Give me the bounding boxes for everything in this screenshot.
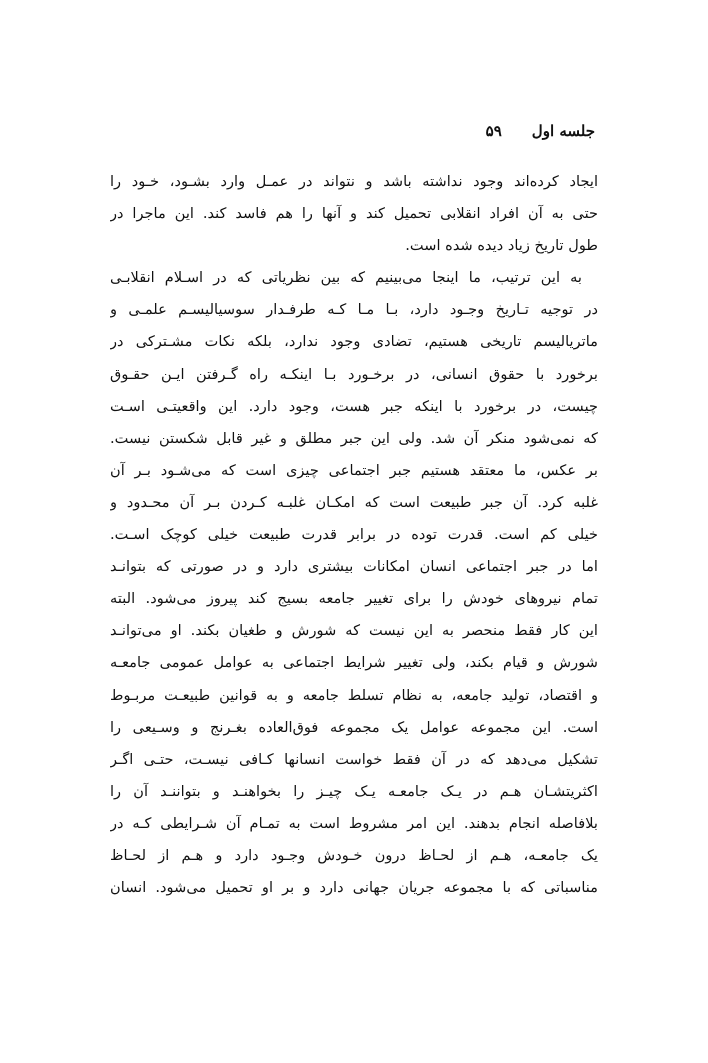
text-line: است. این مجموعه عوامل یک مجموعه فوق‌العاده بغـرنج و وسـیعی را: [110, 718, 598, 736]
text-line: بر عکس، ما معتقد هستیم جبر اجتماعی چیزی است که می‌شـود بـر آن: [110, 461, 598, 479]
text-line: تمام نیروهای خودش را برای تغییر جامعه بسیج کند پیروز می‌شود. البته: [110, 590, 598, 608]
text-line: اما در جبر اجتماعی انسان امکانات بیشتری دارد و در صورتی که بتوانـد: [110, 558, 598, 576]
body-text: [110, 166, 598, 904]
text-line: چیست، در برخورد با اینکه جبر هست، وجود دارد. این واقعیتـی اسـت: [110, 397, 598, 415]
text-line: تشکیل می‌دهد که در آن فقط خواست انسانها کـافی نیسـت، حتـی اگـر: [110, 750, 598, 768]
text-line: شورش و قیام بکند، ولی تغییر شرایط اجتماعی به عوامل عمومی جامعـه: [110, 654, 598, 672]
text-line: این کار فقط منحصر به این نیست که شورش و طغیان بکند. او می‌توانـد: [110, 622, 598, 640]
text-line: ماتریالیسم تاریخی هستیم، تضادی وجود ندارد، بلکه نکات مشـترکی در: [110, 333, 598, 351]
running-header: [486, 122, 595, 140]
text-line: بلافاصله انجام بدهند. این امر مشروط است به تمـام آن شـرایطی کـه در: [110, 814, 598, 832]
text-line: در توجیه تـاریخ وجـود دارد، بـا مـا کـه طرفـدار سوسیالیسـم علمـی و: [110, 301, 598, 319]
page-number: ۵۹: [485, 122, 502, 140]
text-line: مناسباتی که با مجموعه جریان جهانی دارد و بر او تحمیل می‌شود. انسان: [110, 879, 598, 897]
text-line: خیلی کم است. قدرت توده در برابر قدرت طبیعت خیلی کوچک اسـت.: [110, 526, 598, 544]
text-line: برخورد با حقوق انسانی، در برخـورد بـا اینکـه راه گـرفتن ایـن حقـوق: [110, 365, 598, 383]
text-line: که نمی‌شود منکر آن شد. ولی این جبر مطلق و غیر قابل شکستن نیست.: [110, 429, 598, 447]
text-line: غلبه کرد. آن جبر طبیعت است که امکـان غلبـه کـردن بـر آن محـدود و: [110, 493, 598, 511]
text-line: ایجاد کرده‌اند وجود نداشته باشد و نتواند در عمـل وارد بشـود، خـود را: [110, 173, 598, 190]
chapter-title: جلسه اول: [531, 122, 595, 140]
text-line: یک جامعـه، هـم از لحـاظ درون خـودش وجـود دارد و هـم از لحـاظ: [110, 846, 598, 864]
text-line: به این ترتیب، ما اینجا می‌بینیم که بین نظریاتی که در اسـلام انقلابـی: [110, 269, 582, 287]
text-line: حتی به آن افراد انقلابی تحمیل کند و آنها را هم فاسد کند. این ماجرا در: [110, 205, 598, 223]
text-line: و اقتصاد، تولید جامعه، به نظام تسلط جامعه و به قوانین طبیعـت مربـوط: [110, 686, 598, 704]
text-line: طول تاریخ زیاد دیده شده است.: [405, 237, 598, 255]
text-line: اکثریتشـان هـم در یـک جامعـه یـک چیـز را بخواهنـد و بتواننـد آن را: [110, 782, 598, 800]
